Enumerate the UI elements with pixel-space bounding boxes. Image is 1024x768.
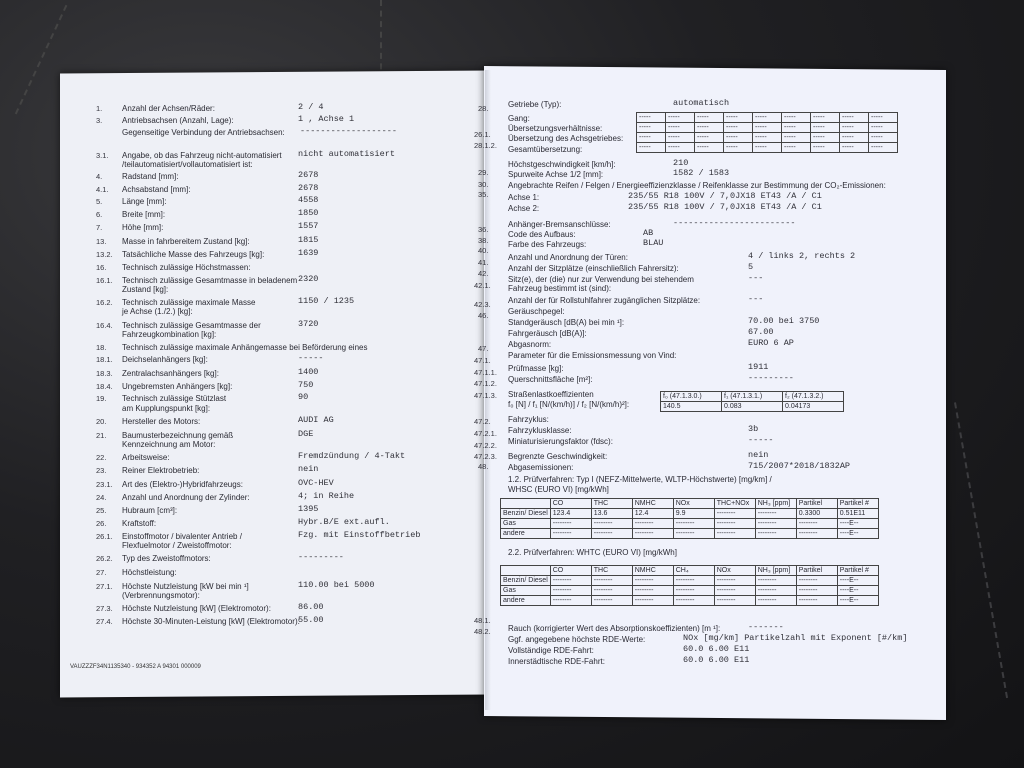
field-label: Fahrzyklusklasse:: [508, 426, 572, 435]
field-label: je Achse (1./2.) [kg]:: [122, 307, 193, 317]
field-label: Fahrzeug bestimmt ist (sind):: [508, 284, 612, 293]
field-label: Straßenlastkoeffizienten: [508, 390, 594, 399]
table-cell: 123.4: [550, 509, 591, 519]
field-label: Anzahl und Anordnung der Zylinder:: [122, 492, 250, 502]
table-cell: --------: [673, 576, 714, 586]
field-number: 38.: [478, 236, 489, 245]
table-cell: ----E--: [837, 519, 878, 529]
table-cell: --------: [796, 519, 837, 529]
table-cell: 9.9: [673, 509, 714, 519]
table-cell: --------: [796, 586, 837, 596]
field-label: Technisch zulässige Stützlast: [122, 394, 227, 404]
table-cell: --------: [796, 529, 837, 539]
table-cell: --------: [550, 586, 591, 596]
field-label: Ggf. angegebene höchste RDE-Werte:: [508, 635, 646, 644]
table-cell: --------: [591, 576, 632, 586]
field-label: Fahrzeugkombination [kg]:: [122, 329, 217, 339]
field-label: Flexfuelmotor / Zweistoffmotor:: [122, 541, 232, 551]
field-number: 27.3.: [96, 603, 113, 613]
field-number: 36.: [478, 225, 489, 234]
table-cell: --------: [673, 519, 714, 529]
table-cell: --------: [755, 519, 796, 529]
field-value: 2678: [298, 169, 319, 180]
field-number: 22.: [96, 453, 107, 463]
table-header: THC: [591, 499, 632, 509]
field-value: 5: [748, 262, 754, 272]
field-label: /teilautomatisiert/vollautomatisiert ist:: [122, 159, 253, 169]
field-number: 42.3.: [474, 300, 491, 309]
field-value: BLAU: [643, 238, 664, 248]
table-cell: --------: [714, 596, 755, 606]
field-number: 13.: [96, 236, 107, 246]
table-header: [501, 499, 551, 509]
field-label: Angabe, ob das Fahrzeug nicht-automatisiert: [122, 150, 282, 160]
field-value: 235/55 R18 100V / 7,0JX18 ET43 /A / C1: [628, 191, 822, 201]
field-value: 55.00: [298, 615, 324, 626]
table-cell: andere: [501, 596, 551, 606]
field-value: EURO 6 AP: [748, 338, 794, 348]
table-cell: --------: [796, 596, 837, 606]
field-number: 47.: [478, 344, 489, 353]
field-label: Zustand [kg]:: [122, 285, 169, 295]
table-header: THC+NOx: [714, 499, 755, 509]
emission-table: [500, 498, 879, 539]
field-value: 715/2007*2018/1832AP: [748, 461, 851, 471]
table-cell: --------: [632, 519, 673, 529]
field-number: 26.1.: [96, 532, 113, 542]
field-number: 25.: [96, 505, 107, 515]
field-number: 6.: [96, 210, 103, 220]
table-header: Partikel #: [837, 499, 878, 509]
field-number: 29.: [478, 168, 489, 177]
field-number: 27.4.: [96, 617, 113, 627]
road-load-cell: f₀ (47.1.3.0.): [661, 392, 722, 402]
field-label: Querschnittsfläche [m²]:: [508, 375, 593, 384]
field-label: Technisch zulässige Höchstmassen:: [122, 262, 251, 272]
field-number: 35.: [478, 190, 489, 199]
field-number: 42.: [478, 269, 489, 278]
field-value: 235/55 R18 100V / 7,0JX18 ET43 /A / C1: [628, 202, 822, 212]
field-value: 110.00 bei 5000: [298, 579, 375, 590]
field-value: 1 , Achse 1: [298, 114, 355, 125]
field-value: automatisch: [673, 98, 730, 108]
field-label: Vollständige RDE-Fahrt:: [508, 646, 594, 655]
table-cell: --------: [755, 596, 796, 606]
field-value: nicht automatisiert: [298, 148, 395, 159]
field-label: Technisch zulässige Gesamtmasse in beladenem: [122, 276, 298, 286]
field-label: Kraftstoff:: [122, 518, 157, 528]
field-number: 47.2.2.: [474, 441, 497, 450]
table-cell: 0.51E11: [837, 509, 878, 519]
field-label: Höchste 30-Minuten-Leistung [kW] (Elektromotor):: [122, 617, 300, 627]
field-label: Parameter für die Emissionsmessung von Vind:: [508, 351, 677, 360]
table-header: Partikel #: [837, 566, 878, 576]
field-label: Baumusterbezeichnung gemäß: [122, 430, 234, 440]
table-cell: Gas: [501, 519, 551, 529]
table-cell: --------: [673, 529, 714, 539]
field-number: 23.1.: [96, 479, 113, 489]
table-header: NMHC: [632, 566, 673, 576]
table-cell: --------: [714, 576, 755, 586]
field-value: ---: [748, 294, 764, 304]
field-value: 67.00: [748, 327, 774, 337]
table-cell: ----E--: [837, 529, 878, 539]
field-number: 19.: [96, 394, 107, 404]
table-cell: Benzin/ Diesel: [501, 576, 551, 586]
field-label: Übersetzungsverhältnisse:: [508, 124, 603, 133]
field-label: Typ des Zweistoffmotors:: [122, 554, 211, 564]
field-number: 21.: [96, 430, 107, 440]
road-load-cell: f₂ (47.1.3.2.): [783, 392, 844, 402]
field-number: 28.1.2.: [474, 141, 497, 150]
field-label: Gegenseitige Verbindung der Antriebsachsen:: [122, 128, 285, 138]
field-number: 16.2.: [96, 298, 113, 308]
field-number: 26.: [96, 518, 107, 528]
field-number: 20.: [96, 416, 107, 426]
field-value: 1395: [298, 503, 319, 514]
field-label: Einstoffmotor / bivalenter Antrieb /: [122, 532, 242, 542]
field-value: Fremdzündung / 4-Takt: [298, 451, 406, 462]
field-number: 46.: [478, 311, 489, 320]
field-label: Hubraum [cm³]:: [122, 505, 178, 515]
field-number: 16.1.: [96, 276, 113, 286]
road-load-cell: 0.04173: [783, 402, 844, 412]
table-cell: --------: [714, 529, 755, 539]
table-cell: --------: [673, 596, 714, 606]
field-value: ---------: [748, 373, 794, 383]
field-label: Kennzeichnung am Motor:: [122, 440, 216, 450]
emission-table: [500, 565, 879, 606]
field-number: 42.1.: [474, 281, 491, 290]
table-header: CH₄: [673, 566, 714, 576]
field-number: 47.1.3.: [474, 391, 497, 400]
field-label: Innerstädtische RDE-Fahrt:: [508, 657, 605, 666]
table-cell: --------: [632, 586, 673, 596]
field-number: 3.: [96, 116, 103, 126]
table-cell: --------: [714, 519, 755, 529]
field-label: WHSC (EURO VI) [mg/kWh]: [508, 485, 609, 494]
field-value: -----: [748, 435, 774, 445]
field-label: Gesamtübersetzung:: [508, 145, 583, 154]
field-label: Anzahl und Anordnung der Türen:: [508, 253, 628, 262]
field-label: 2.2. Prüfverfahren: WHTC (EURO VI) [mg/kWh]: [508, 548, 677, 557]
field-value: DGE: [298, 428, 314, 439]
field-number: 26.2.: [96, 554, 113, 564]
field-label: Technisch zulässige maximale Masse: [122, 298, 256, 308]
gear-ratio-grid: ----- ----- ----- ----- ----- ----- ----- ----- ----- ----- ----- ----- ----- ----- ----- ----- ----- ----- ----- ----- ----- ----- ----- ----- ----- ----- ----- ----- ----- ----- ----- ----- ----- ----- ----- -----: [636, 112, 898, 153]
field-label: Getriebe (Typ):: [508, 100, 562, 109]
road-load-cell: 140.5: [661, 402, 722, 412]
road-load-cell: f₁ (47.1.3.1.): [722, 392, 783, 402]
field-number: 7.: [96, 223, 103, 233]
table-header: Partikel: [796, 566, 837, 576]
field-label: Höchstgeschwindigkeit [km/h]:: [508, 160, 616, 169]
field-value: 1850: [298, 208, 319, 219]
field-value: nein: [748, 450, 769, 460]
field-label: Arbeitsweise:: [122, 453, 170, 463]
table-cell: --------: [550, 519, 591, 529]
field-value: 1150 / 1235: [298, 296, 355, 307]
road-load-table: [660, 391, 844, 412]
field-number: 23.: [96, 466, 107, 476]
field-label: Angebrachte Reifen / Felgen / Energieeffizienzklasse / Reifenklasse zur Bestimmung der CO₂-Emissionen:: [508, 181, 886, 190]
table-header: NH₃ [ppm]: [755, 499, 796, 509]
field-value: 210: [673, 158, 689, 168]
field-value: ---------: [298, 552, 344, 563]
table-cell: 0.3300: [796, 509, 837, 519]
field-value: 3720: [298, 318, 319, 329]
field-value: AB: [643, 228, 654, 238]
field-value: ---: [748, 273, 764, 283]
field-label: Fahrzyklus:: [508, 415, 549, 424]
field-number: 16.: [96, 262, 107, 272]
field-number: 26.1.: [474, 130, 491, 139]
field-value: Hybr.B/E ext.aufl.: [298, 516, 390, 527]
table-cell: --------: [550, 529, 591, 539]
table-cell: ----E--: [837, 586, 878, 596]
table-header: NOx: [714, 566, 755, 576]
table-cell: ----E--: [837, 576, 878, 586]
field-label: Fahrgeräusch [dB(A)]:: [508, 329, 587, 338]
field-label: Rauch (korrigierter Wert des Absorptionskoeffizienten) [m ¹]:: [508, 624, 721, 633]
table-header: NOx: [673, 499, 714, 509]
field-label: Zentralachsanhängers [kg]:: [122, 369, 219, 379]
table-cell: --------: [755, 586, 796, 596]
table-cell: ----E--: [837, 596, 878, 606]
table-header: Partikel: [796, 499, 837, 509]
field-label: Abgasnorm:: [508, 340, 552, 349]
field-value: 1582 / 1583: [673, 168, 730, 178]
field-number: 41.: [478, 258, 489, 267]
field-label: Masse in fahrbereitem Zustand [kg]:: [122, 236, 250, 246]
table-cell: 13.6: [591, 509, 632, 519]
field-label: Sitz(e), der (die) nur zur Verwendung bei stehendem: [508, 275, 694, 284]
field-number: 47.2.1.: [474, 429, 497, 438]
field-number: 3.1.: [96, 150, 109, 160]
field-value: 750: [298, 380, 314, 391]
field-label: (Verbrennungsmotor):: [122, 590, 200, 600]
field-value: ------------------------: [673, 218, 796, 228]
field-number: 27.: [96, 567, 107, 577]
field-number: 47.2.3.: [474, 452, 497, 461]
field-label: Abgasemissionen:: [508, 463, 574, 472]
table-cell: 12.4: [632, 509, 673, 519]
field-number: 27.1.: [96, 581, 113, 591]
table-cell: --------: [591, 586, 632, 596]
field-number: 48.: [478, 462, 489, 471]
field-value: 2320: [298, 274, 319, 285]
field-number: 48.1.: [474, 616, 491, 625]
field-number: 47.2.: [474, 417, 491, 426]
table-cell: --------: [632, 576, 673, 586]
field-label: Hersteller des Motors:: [122, 416, 201, 426]
field-label: Deichselanhängers [kg]:: [122, 355, 208, 365]
field-value: 1639: [298, 247, 319, 258]
field-label: Höchste Nutzleistung [kW bei min ¹]: [122, 581, 249, 591]
field-value: 1911: [748, 362, 769, 372]
field-number: 24.: [96, 492, 107, 502]
field-label: Achse 2:: [508, 204, 540, 213]
field-value: 70.00 bei 3750: [748, 316, 820, 326]
table-cell: --------: [714, 509, 755, 519]
field-label: f₀ [N] / f₁ [N/(km/h)] / f₂ [N/(km/h)²]:: [508, 400, 630, 409]
field-label: Standgeräusch [dB(A) bei min ¹]:: [508, 318, 625, 327]
field-value: OVC-HEV: [298, 477, 334, 488]
field-label: Technisch zulässige maximale Anhängemasse bei Beförderung eines: [122, 342, 368, 352]
table-cell: andere: [501, 529, 551, 539]
field-label: Technisch zulässige Gesamtmasse der: [122, 320, 261, 330]
field-value: 4 / links 2, rechts 2: [748, 251, 856, 261]
field-label: Gang:: [508, 114, 530, 123]
field-value: 60.0 6.00 E11: [683, 655, 750, 665]
field-value: 4; in Reihe: [298, 490, 355, 501]
field-value: -------------------: [300, 126, 397, 137]
table-cell: --------: [796, 576, 837, 586]
field-label: Reiner Elektrobetrieb:: [122, 466, 200, 476]
page-fold: [485, 70, 491, 710]
table-cell: --------: [714, 586, 755, 596]
table-cell: --------: [755, 576, 796, 586]
table-cell: --------: [673, 586, 714, 596]
field-number: 48.2.: [474, 627, 491, 636]
field-label: Höchste Nutzleistung [kW] (Elektromotor):: [122, 603, 271, 613]
field-value: 86.00: [298, 601, 324, 612]
field-number: 1.: [96, 104, 103, 114]
field-value: AUDI AG: [298, 414, 334, 425]
field-value: 60.0 6.00 E11: [683, 644, 750, 654]
field-number: 16.4.: [96, 320, 113, 330]
field-value: 1557: [298, 221, 319, 232]
field-label: Farbe des Fahrzeugs:: [508, 240, 587, 249]
field-number: 18.1.: [96, 355, 113, 365]
field-number: 47.1.2.: [474, 379, 497, 388]
field-label: Anhänger-Bremsanschlüsse:: [508, 220, 611, 229]
field-label: Anzahl der für Rollstuhlfahrer zugänglichen Sitzplätze:: [508, 296, 701, 305]
field-number: 13.2.: [96, 249, 113, 259]
field-number: 4.1.: [96, 185, 109, 194]
field-label: Art des (Elektro-)Hybridfahrzeugs:: [122, 479, 243, 489]
field-number: 18.3.: [96, 369, 113, 379]
field-label: Begrenzte Geschwindigkeit:: [508, 452, 608, 461]
table-header: CO: [550, 499, 591, 509]
field-value: 3b: [748, 424, 759, 434]
table-cell: --------: [591, 529, 632, 539]
field-label: Anzahl der Achsen/Räder:: [122, 104, 215, 114]
field-number: 47.1.: [474, 356, 491, 365]
table-header: NH₃ [ppm]: [755, 566, 796, 576]
field-value: 1400: [298, 367, 319, 378]
field-label: Radstand [mm]:: [122, 171, 179, 181]
field-label: Übersetzung des Achsgetriebes:: [508, 134, 624, 143]
field-value: 2678: [298, 183, 319, 193]
field-label: Höhe [mm]:: [122, 223, 164, 233]
field-label: Achse 1:: [508, 193, 540, 202]
table-header: THC: [591, 566, 632, 576]
table-cell: --------: [632, 596, 673, 606]
field-value: 4558: [298, 195, 319, 206]
table-cell: --------: [591, 596, 632, 606]
field-number: 47.1.1.: [474, 368, 497, 377]
seat-stitching: [380, 0, 384, 80]
table-header: [501, 566, 551, 576]
field-value: Fzg. mit Einstoffbetrieb: [298, 530, 421, 541]
field-label: Geräuschpegel:: [508, 307, 565, 316]
field-value: -------: [748, 622, 784, 632]
field-value: -----: [298, 353, 324, 364]
field-label: Höchstleistung:: [122, 567, 177, 577]
table-header: CO: [550, 566, 591, 576]
field-number: 5.: [96, 197, 103, 207]
field-label: Breite [mm]:: [122, 210, 166, 220]
field-label: Ungebremsten Anhängers [kg]:: [122, 382, 233, 392]
field-number: 40.: [478, 246, 489, 255]
field-value: 90: [298, 392, 309, 403]
field-label: Anzahl der Sitzplätze (einschließlich Fahrersitz):: [508, 264, 679, 273]
field-label: Achsabstand [mm]:: [122, 185, 191, 194]
table-header: NMHC: [632, 499, 673, 509]
table-cell: Benzin/ Diesel: [501, 509, 551, 519]
field-label: Länge [mm]:: [122, 197, 167, 207]
field-label: Tatsächliche Masse des Fahrzeugs [kg]:: [122, 249, 265, 259]
table-cell: Gas: [501, 586, 551, 596]
table-cell: --------: [755, 529, 796, 539]
table-cell: --------: [550, 596, 591, 606]
field-label: am Kupplungspunkt [kg]:: [122, 403, 211, 413]
field-label: Code des Aufbaus:: [508, 230, 576, 239]
field-value: 1815: [298, 234, 319, 245]
field-value: nein: [298, 464, 319, 475]
field-number: 28.: [478, 104, 489, 113]
field-number: 18.: [96, 342, 107, 352]
table-cell: --------: [591, 519, 632, 529]
table-cell: --------: [632, 529, 673, 539]
field-label: Prüfmasse [kg]:: [508, 364, 564, 373]
field-value: 2 / 4: [298, 102, 324, 113]
field-number: 4.: [96, 171, 103, 181]
document-footer: VAUZZZF34N1135340 - 934352 A 94301 000009: [70, 664, 201, 670]
field-number: 30.: [478, 180, 489, 189]
field-label: Miniaturisierungsfaktor (fdsc):: [508, 437, 613, 446]
table-cell: --------: [550, 576, 591, 586]
field-label: Spurweite Achse 1/2 [mm]:: [508, 170, 604, 179]
table-cell: --------: [755, 509, 796, 519]
field-label: Antriebsachsen (Anzahl, Lage):: [122, 116, 234, 126]
field-value: NOx [mg/km] Partikelzahl mit Exponent [#/km]: [683, 633, 908, 643]
field-label: 1.2. Prüfverfahren: Typ I (NEFZ-Mittelwerte, WLTP-Höchstwerte) [mg/km] /: [508, 475, 772, 484]
road-load-cell: 0.083: [722, 402, 783, 412]
field-number: 18.4.: [96, 382, 113, 392]
